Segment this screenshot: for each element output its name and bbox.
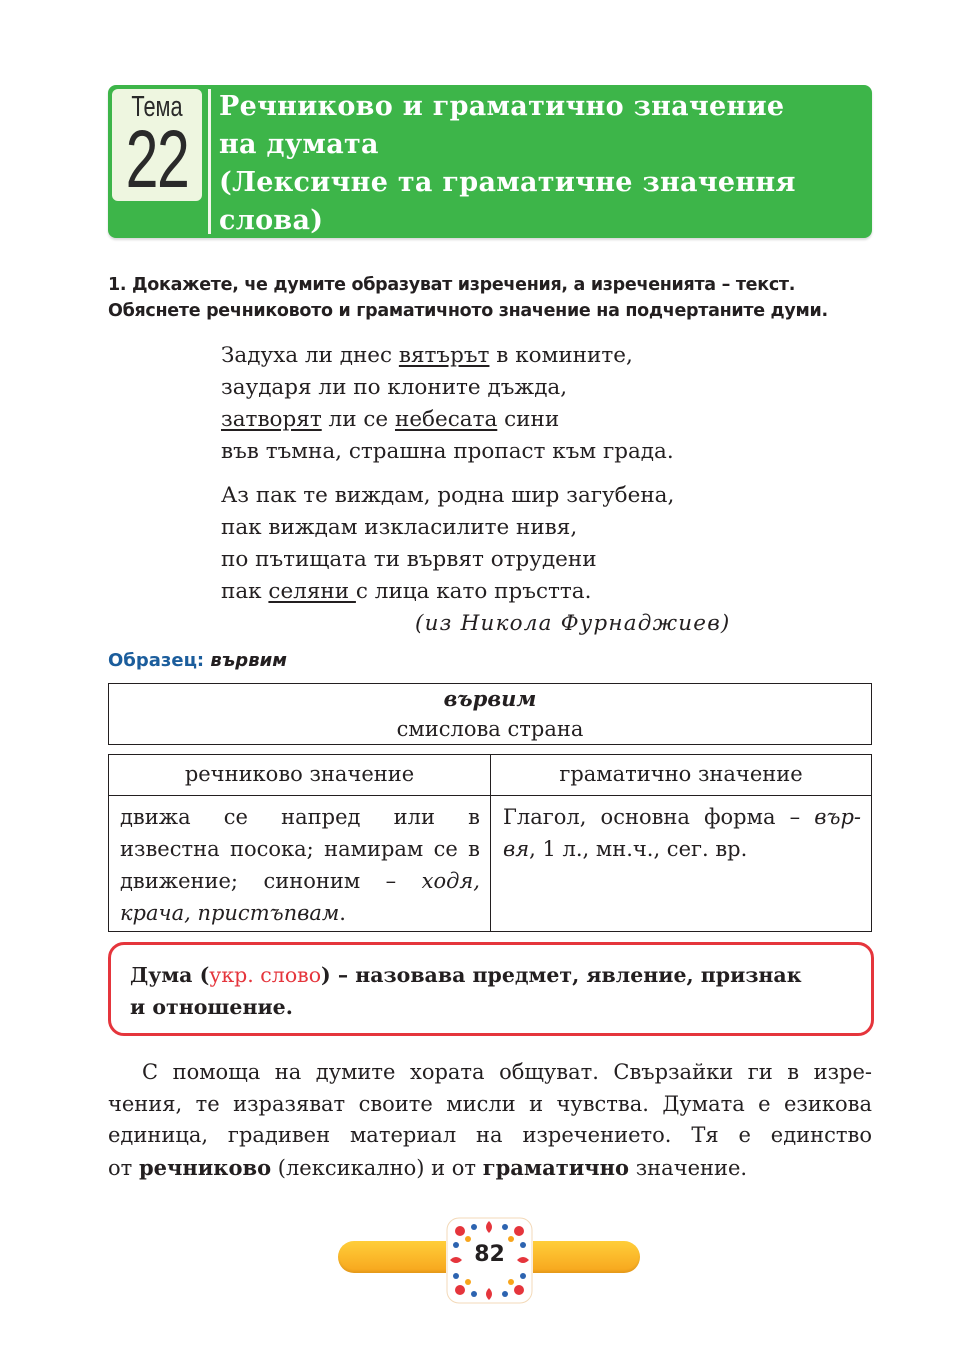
definition-box	[108, 942, 874, 1036]
topic-label: Тема	[131, 91, 183, 123]
poem-author: (из Никола Фурнаджиев)	[415, 611, 731, 636]
table-subtitle: смислова страна	[396, 717, 584, 741]
paragraph-line: от речниково (лексикално) и от граматично значение.	[108, 1154, 748, 1180]
poem-line: във тъмна, страшна пропаст към града.	[221, 439, 674, 464]
poem-line: Аз пак те виждам, родна шир загубена,	[221, 483, 675, 508]
poem-line: заударя ли по клоните дъжда,	[221, 375, 568, 400]
grammatical-meaning-cell: Глагол, основна форма – вър- вя, 1 л., мн.ч., сег. вр.	[503, 805, 861, 861]
underlined-word: селяни	[268, 579, 356, 604]
ukrainian-term: укр. слово	[209, 963, 322, 987]
underlined-word: затворят	[221, 407, 322, 432]
poem-line: пак виждам изкласилите нивя,	[221, 515, 578, 540]
exercise-instruction: 1. Докажете, че думите образуват изречения, а изреченията – текст. Обяснете речниковото и граматичното значение на подчертаните думи.	[108, 275, 828, 321]
sample-label: Образец:	[108, 650, 205, 671]
poem-line: по пътищата ти вървят отрудени	[221, 547, 597, 572]
table-word: вървим	[443, 686, 537, 711]
lesson-title: Речниково и граматично значение на думата (Лексичне та граматичне значення слова)	[219, 91, 796, 236]
poem	[221, 340, 674, 620]
paragraph-line: С помоща на думите хората общуват. Свързайки ги в изре-	[142, 1060, 872, 1084]
poem-stanza	[221, 480, 674, 608]
lesson-header	[108, 85, 872, 238]
column-header-grammatical: граматично значение	[559, 762, 803, 786]
underlined-word: вятърът	[398, 343, 490, 368]
header-divider	[208, 89, 211, 234]
lexical-meaning-cell: движа се напред или в известна посока; намирам се в движение; синоним – ходя, крача, пристъпвам.	[120, 805, 480, 925]
paragraph-line: чения, те изразяват своите мисли и чувства. Думата е езикова	[108, 1091, 872, 1116]
page-number: 82	[474, 1242, 505, 1267]
column-header-lexical: речниково значение	[184, 762, 415, 786]
body-paragraph	[108, 1057, 872, 1184]
topic-number: 22	[125, 114, 189, 205]
poem-line: Задуха ли днес вятърът в комините,	[221, 343, 633, 368]
definition-text: Дума (укр. слово) – назовава предмет, явление, признак и отношение.	[130, 963, 802, 1019]
underlined-word: небесата	[394, 407, 498, 432]
sample-word: вървим	[210, 650, 287, 671]
meaning-table	[108, 754, 872, 932]
poem-stanza	[221, 340, 674, 468]
word-header-table	[108, 683, 872, 745]
sample-heading	[108, 650, 287, 671]
topic-badge	[112, 89, 202, 205]
paragraph-line: единица, градивен материал на изречението. Тя е единство	[108, 1123, 872, 1147]
poem-line: затворят ли се небесата сини	[221, 407, 560, 432]
poem-line: пак селяни с лица като пръстта.	[221, 579, 592, 604]
